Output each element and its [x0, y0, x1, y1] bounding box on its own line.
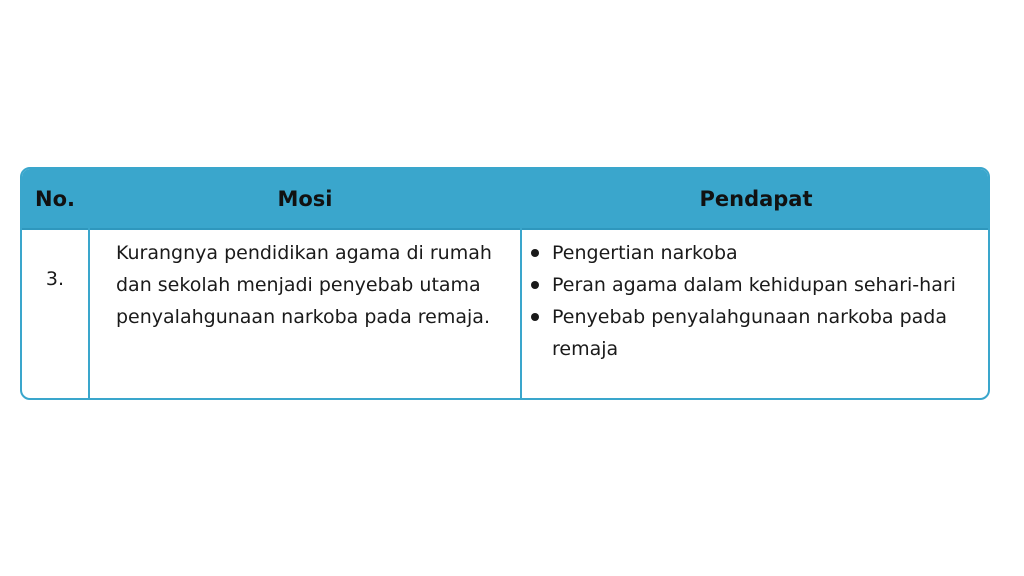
pendapat-list: [524, 237, 964, 365]
header-no: No.: [35, 186, 75, 211]
bullet-icon: [531, 249, 539, 257]
table-header-row: [22, 169, 988, 230]
bullet-icon: [531, 281, 539, 289]
pendapat-cell: [524, 237, 964, 365]
header-pendapat: Pendapat: [699, 186, 813, 211]
list-item: Pengertian narkoba: [524, 237, 964, 269]
bullet-icon: [531, 313, 539, 321]
mosi-cell: Kurangnya pendidikan agama di rumah dan sekolah menjadi penyebab utama penyalahgunaan narkoba pada remaja.: [116, 242, 492, 328]
motion-table: [20, 167, 990, 400]
list-item: Peran agama dalam kehidupan sehari-hari: [524, 269, 964, 301]
list-item: Penyebab penyalahgunaan narkoba pada remaja: [524, 301, 964, 365]
header-mosi: Mosi: [277, 186, 333, 211]
column-divider: [88, 169, 90, 398]
column-divider: [520, 169, 522, 398]
row-number: 3.: [45, 268, 65, 290]
